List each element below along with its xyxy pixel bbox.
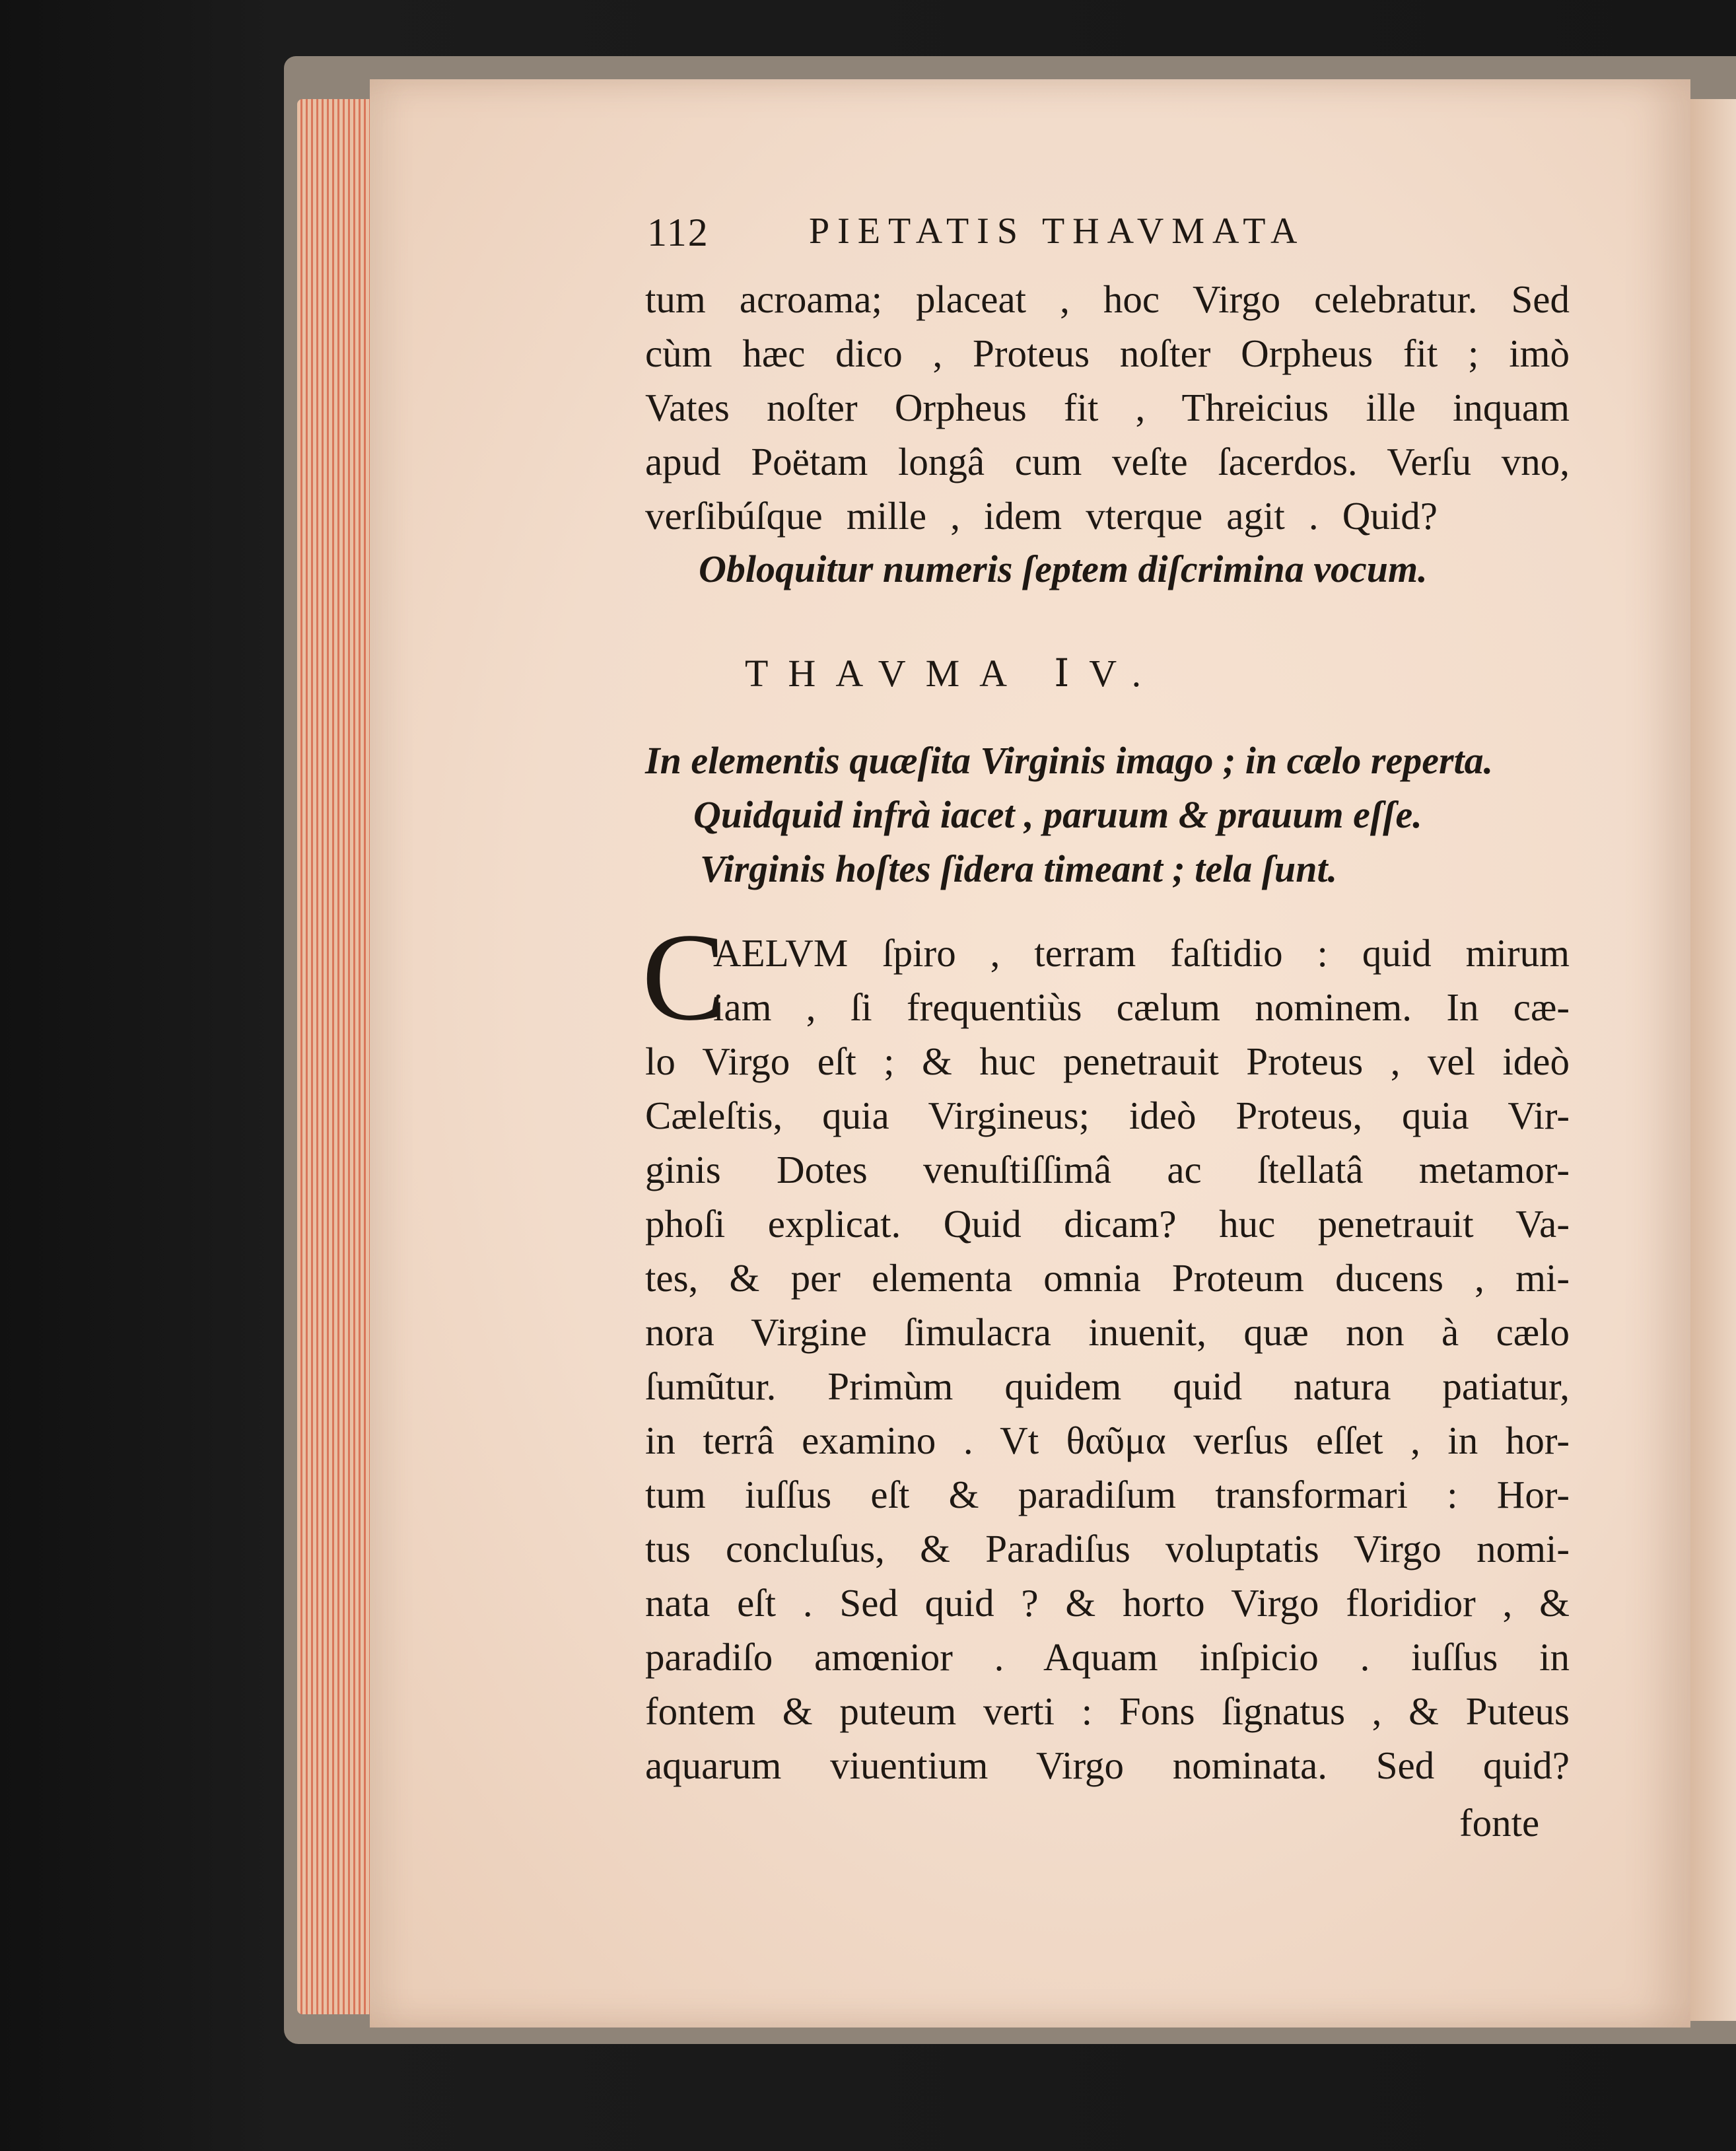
body-line: Cæleſtis, quia Virgineus; ideò Proteus, quia Vir- bbox=[645, 1094, 1570, 1137]
summary-line: Quidquid infrà iacet , paruum & prauum eſſe. bbox=[693, 793, 1422, 836]
page-number: 112 bbox=[647, 211, 709, 254]
drop-cap: C bbox=[642, 908, 726, 1047]
text-line: cùm hæc dico , Proteus noſter Orpheus fit ; imò bbox=[645, 332, 1570, 375]
body-line: fontem & puteum verti : Fons ſignatus , & Puteus bbox=[645, 1689, 1570, 1733]
text-line: verſibúſque mille , idem vterque agit . Quid? bbox=[645, 494, 1438, 538]
body-line: lo Virgo eſt ; & huc penetrauit Proteus , vel ideò bbox=[645, 1040, 1570, 1083]
body-line: AELVM ſpiro , terram faſtidio : quid mirum bbox=[713, 931, 1570, 975]
text-line: Vates noſter Orpheus fit , Threicius ille inquam bbox=[645, 386, 1570, 429]
body-line: ſumũtur. Primùm quidem quid natura patiatur, bbox=[645, 1364, 1570, 1408]
facing-page-edge bbox=[1690, 99, 1736, 2021]
body-line: paradiſo amœnior . Aquam inſpicio . iuſſus in bbox=[645, 1635, 1570, 1679]
body-line: nata eſt . Sed quid ? & horto Virgo floridior , & bbox=[645, 1581, 1570, 1625]
body-line: tes, & per elementa omnia Proteum ducens , mi- bbox=[645, 1256, 1570, 1300]
body-line: ginis Dotes venuſtiſſimâ ac ſtellatâ metamor- bbox=[645, 1148, 1570, 1191]
page-edges bbox=[297, 99, 376, 2014]
section-title: THAVMA ⅠV. bbox=[745, 652, 1162, 695]
body-line: aquarum viuentium Virgo nominata. Sed quid? bbox=[645, 1744, 1570, 1787]
body-line: iam , ſi frequentiùs cælum nominem. In cæ- bbox=[713, 985, 1570, 1029]
body-line: nora Virgine ſimulacra inuenit, quæ non à cælo bbox=[645, 1310, 1570, 1354]
text-line: apud Poëtam longâ cum veſte ſacerdos. Verſu vno, bbox=[645, 440, 1570, 483]
body-line: in terrâ examino . Vt θαῦμα verſus eſſet , in hor- bbox=[645, 1419, 1570, 1462]
summary-line: In elementis quæſita Virginis imago ; in cælo reperta. bbox=[645, 739, 1494, 782]
text-line: tum acroama; placeat , hoc Virgo celebratur. Sed bbox=[645, 277, 1570, 321]
body-line: tus concluſus, & Paradiſus voluptatis Virgo nomi- bbox=[645, 1527, 1570, 1570]
catchword: fonte bbox=[1459, 1801, 1540, 1845]
body-line: tum iuſſus eſt & paradiſum transformari : Hor- bbox=[645, 1473, 1570, 1516]
summary-line: Virginis hoſtes ſidera timeant ; tela ſunt. bbox=[700, 847, 1338, 890]
body-line: phoſi explicat. Quid dicam? huc penetrauit Va- bbox=[645, 1202, 1570, 1246]
running-title: PIETATIS THAVMATA bbox=[809, 211, 1305, 252]
verse-line: Obloquitur numeris ſeptem diſcrimina vocum. bbox=[699, 547, 1428, 590]
